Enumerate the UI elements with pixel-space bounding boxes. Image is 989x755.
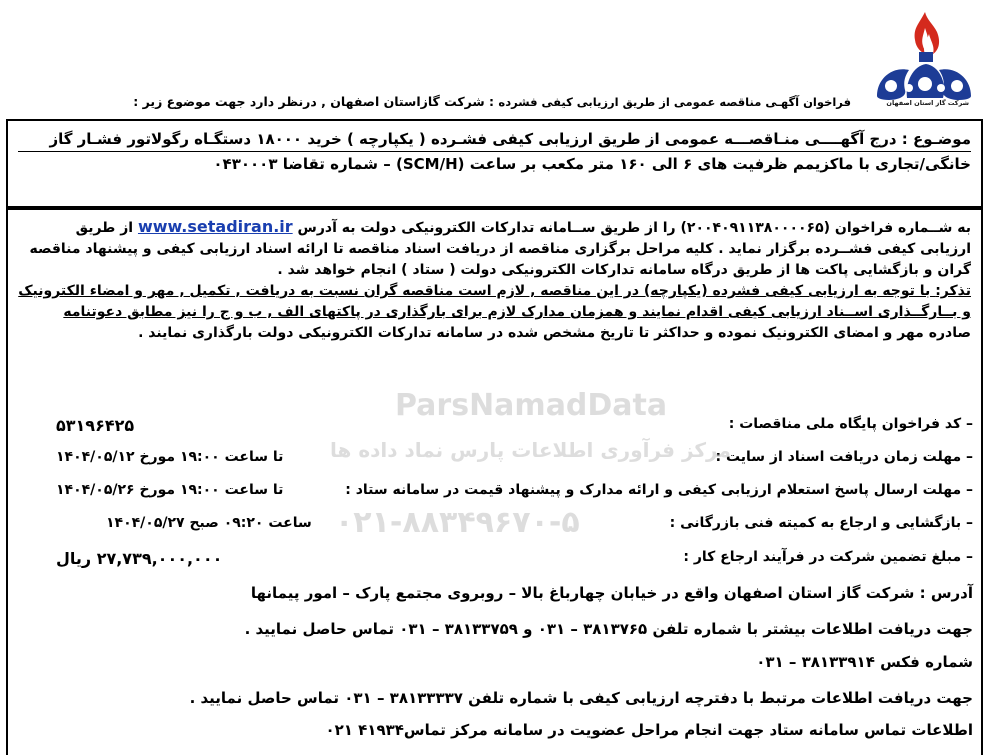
body-paragraph-2: ارزیابی کیفی فشــرده برگزار نماید . کلیه مراحل برگزاری مناقصه از دریافت اسناد مناقصه تا ارائه اسناد ارزیابی کیفی و پیشنهاد مناقصه: [29, 241, 971, 257]
logo-caption: شرکت گاز استان اصفهان: [886, 99, 969, 107]
note-text-1: با توجه به ارزیابی کیفی فشرده (یکپارچه) در این مناقصه , لازم است مناقصه گران نسبت به دریافت , تکمیل , مهر و امضاء الکترونیک: [18, 283, 936, 299]
note-label: تذکر:: [935, 283, 971, 299]
note-line-3: صادره مهر و امضای الکترونیک نموده و حداکثر تا تاریخ مشخص شده در سامانه تدارکات الکترونیکی دولت بارگذاری نمایند .: [138, 325, 971, 341]
watermark-fa: مرکز فرآوری اطلاعات پارس نماد داده ها: [330, 438, 731, 462]
setadiran-link[interactable]: www.setadiran.ir: [137, 217, 293, 236]
body-p1-end: از طریق: [75, 220, 134, 236]
info-row-submission-deadline: [16, 482, 973, 504]
info-row-opening: [16, 515, 973, 537]
info-label: – مبلغ تضمین شرکت در فرآیند ارجاع کار :: [683, 549, 973, 565]
contact-phone: جهت دریافت اطلاعات بیشتر با شماره تلفن ۳۸۱۳۷۶۵ – ۰۳۱ و ۳۸۱۳۳۷۵۹ – ۰۳۱ تماس حاصل نمایید .: [244, 620, 973, 638]
info-row-tender-code: [16, 416, 973, 438]
contact-address: آدرس : شرکت گاز استان اصفهان واقع در خیابان چهارباغ بالا – روبروی مجتمع پارک – امور پیمانها: [250, 584, 973, 602]
subject-line-2: خانگی/تجاری با ماکزیمم ظرفیت های ۶ الی ۱۶۰ متر مکعب بر ساعت (SCM/H) – شماره تقاضا ۰۴۳۰۰۰۳: [213, 155, 971, 173]
body-p1-start: به شــماره فراخوان (۲۰۰۴۰۹۱۱۳۸۰۰۰۰۶۵) را از طریق ســامانه تدارکات الکترونیکی دولت به آدرس: [297, 220, 971, 236]
info-value: ۵۳۱۹۶۴۲۵: [56, 416, 135, 435]
intro-title: فراخوان آگهـی مناقصه عمومی از طریق ارزیابی کیفی فشرده: [498, 95, 851, 109]
note-line-2: و بــارگــذاری اســناد ارزیابی کیفی اقدام نمایند و همزمان مدارک لازم برای بارگذاری در پاکتهای الف , ب و ج را نیز مطابق دعوتنامه: [63, 304, 971, 320]
info-row-guarantee-amount: [16, 549, 973, 571]
info-value: تا ساعت ۱۹:۰۰ مورخ ۱۴۰۴/۰۵/۲۶: [56, 482, 284, 498]
info-label: – مهلت زمان دریافت اسناد از سایت :: [715, 449, 973, 465]
info-value: تا ساعت ۱۹:۰۰ مورخ ۱۴۰۴/۰۵/۱۲: [56, 449, 284, 465]
intro-line: [133, 94, 851, 109]
info-label: – مهلت ارسال پاسخ استعلام ارزیابی کیفی و ارائه مدارک و پیشنهاد قیمت در سامانه ستاد :: [345, 482, 973, 498]
info-row-document-deadline: [16, 449, 973, 471]
info-value: ۲۷,۷۳۹,۰۰۰,۰۰۰ ریال: [56, 549, 223, 568]
subject-line-1: موضـوع : درج آگهــــی منـاقصـــه عمومی از طریق ارزیابی کیفی فشـرده ( یکپارچه ) خرید ۱۸۰۰۰ دستگـاه رگولاتور فشـار گاز: [18, 127, 971, 152]
watermark-phone: ۰۲۱-۸۸۳۴۹۶۷۰-۵: [335, 505, 580, 540]
watermark-brand: ParsNamadData: [395, 388, 668, 423]
contact-setad: اطلاعات تماس سامانه ستاد جهت انجام مراحل عضویت در سامانه مرکز تماس۴۱۹۳۴ ۰۲۱: [325, 721, 973, 739]
contact-quality: جهت دریافت اطلاعات مرتبط با دفترچه ارزیابی کیفی با شماره تلفن ۳۸۱۳۳۳۳۷ – ۰۳۱ تماس حاصل نمایید .: [189, 689, 973, 707]
note-line-1: [18, 281, 971, 302]
info-value: ساعت ۰۹:۲۰ صبح ۱۴۰۴/۰۵/۲۷: [106, 515, 312, 531]
info-label: – کد فراخوان پایگاه ملی مناقصات :: [728, 416, 973, 432]
intro-text: : شرکت گازاستان اصفهان , درنظر دارد جهت موضوع زیر :: [133, 94, 495, 109]
gas-company-logo-icon: [869, 6, 979, 106]
body-paragraph-3: گران و بازگشایی پاکت ها از طریق درگاه سامانه تدارکات الکترونیکی دولت ( ستاد ) انجام خواهد شد .: [277, 262, 971, 278]
body-paragraph-1: [18, 216, 971, 239]
subject-box: [6, 119, 983, 208]
contact-fax: شماره فکس ۳۸۱۳۳۹۱۴ – ۰۳۱: [756, 653, 973, 671]
info-label: – بازگشایی و ارجاع به کمیته فنی بازرگانی :: [669, 515, 973, 531]
